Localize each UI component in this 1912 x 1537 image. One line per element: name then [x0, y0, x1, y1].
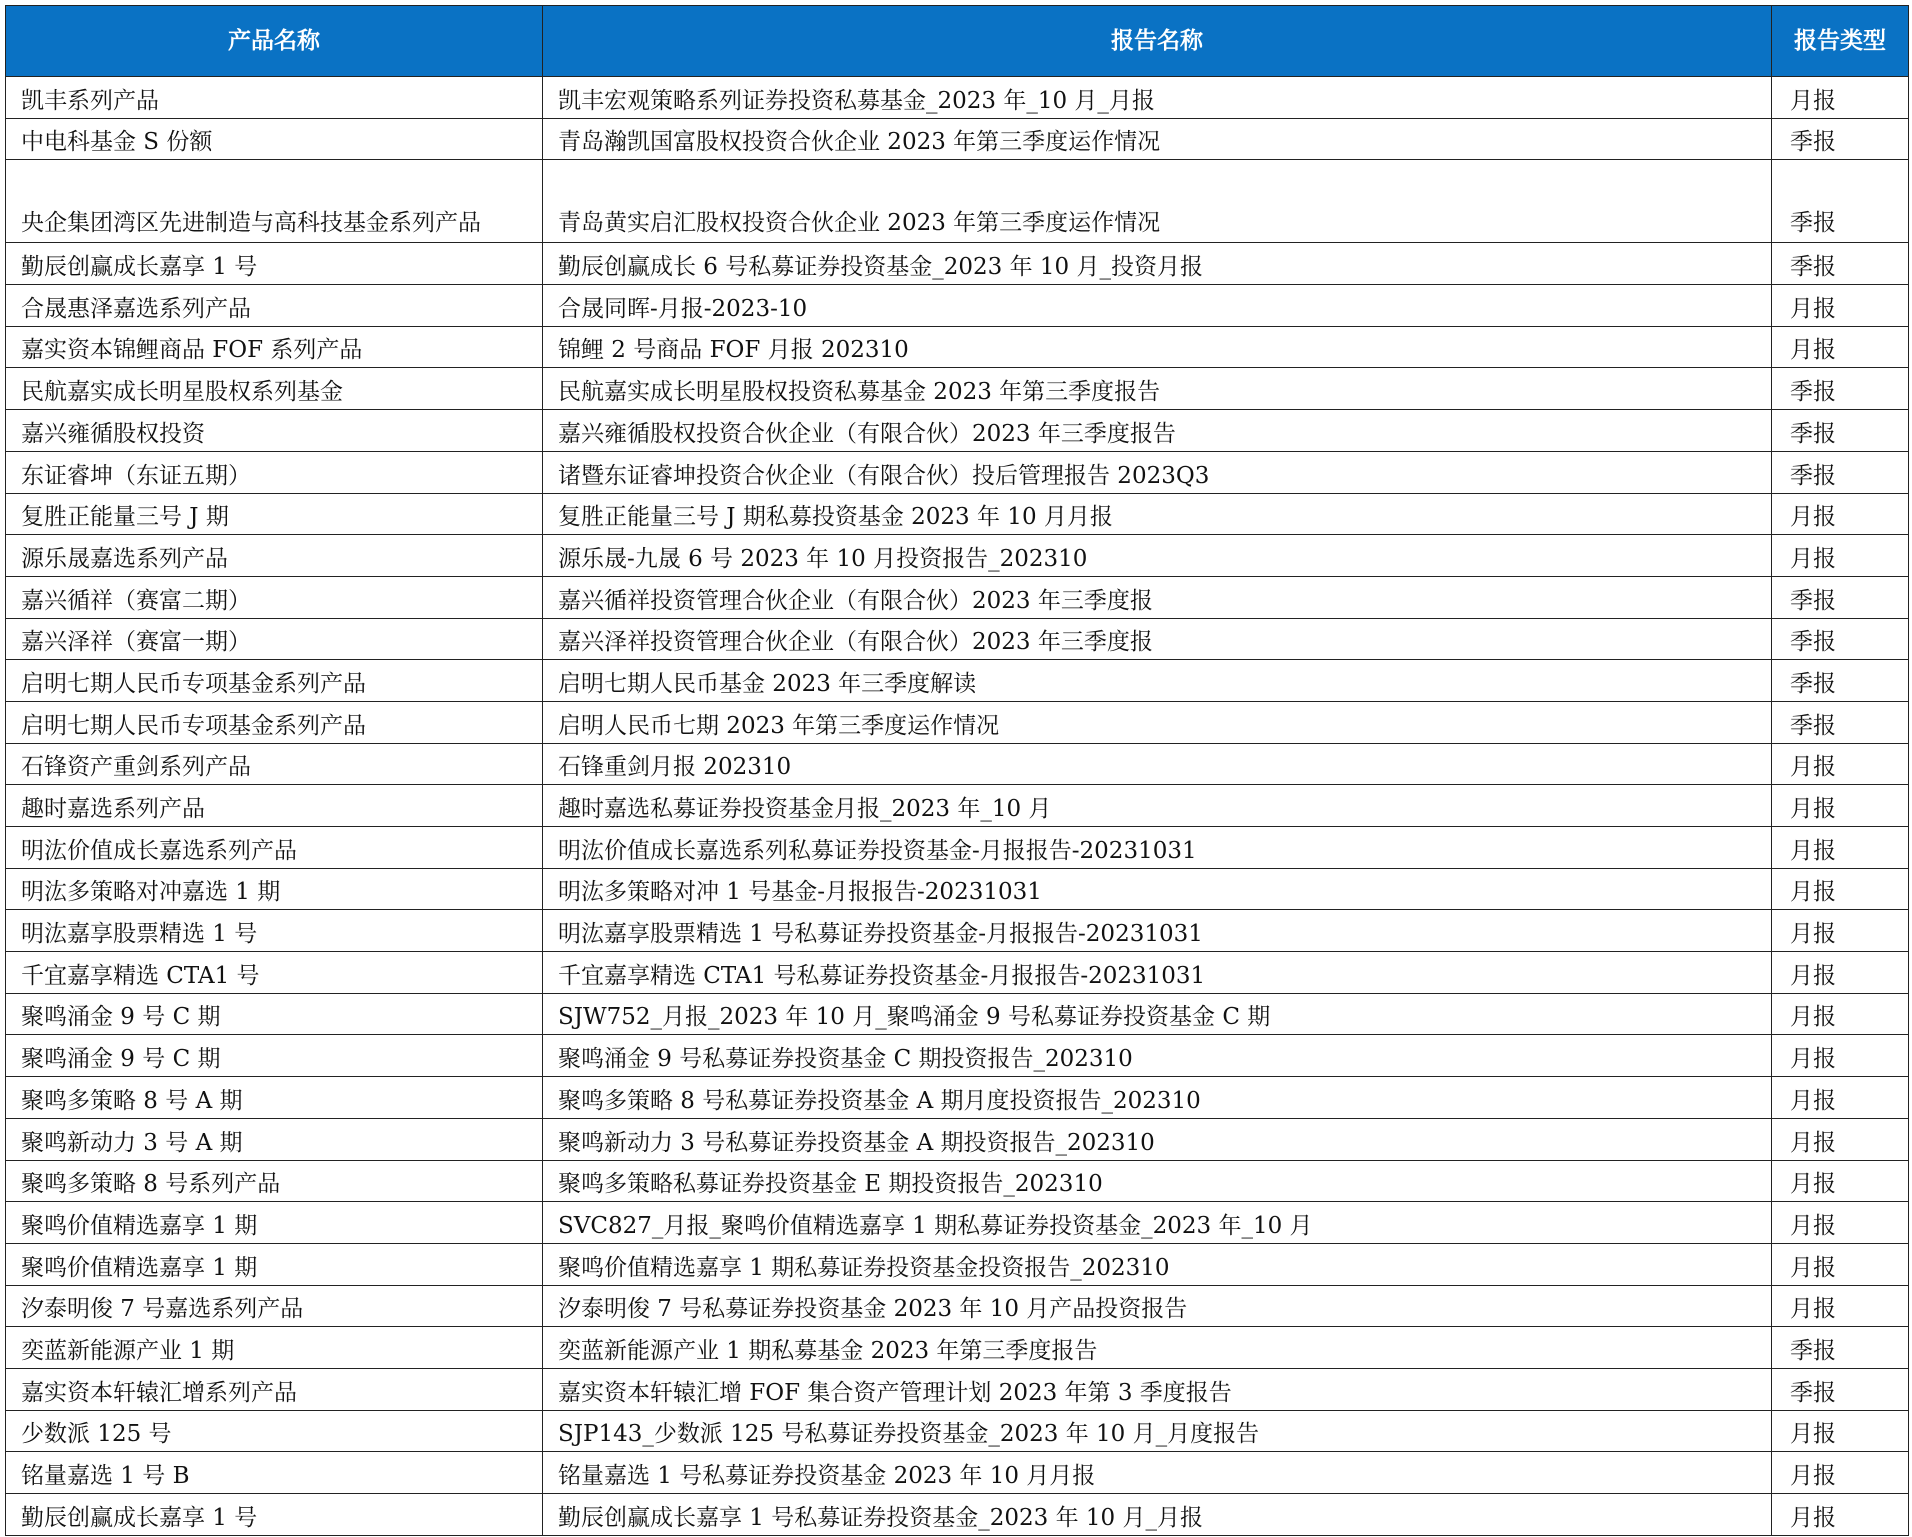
product-name-cell: 嘉兴循祥（赛富二期）: [6, 576, 543, 618]
report-type-cell: 月报: [1772, 493, 1909, 535]
report-type-cell: 月报: [1772, 1243, 1909, 1285]
report-type-cell: 季报: [1772, 660, 1909, 702]
report-name-cell: 嘉兴循祥投资管理合伙企业（有限合伙）2023 年三季度报: [543, 576, 1772, 618]
report-type-cell: 季报: [1772, 1368, 1909, 1410]
product-name-cell: 趣时嘉选系列产品: [6, 785, 543, 827]
product-name-cell: 千宜嘉享精选 CTA1 号: [6, 952, 543, 994]
product-name-cell: 明汯价值成长嘉选系列产品: [6, 827, 543, 869]
report-type-cell: 月报: [1772, 868, 1909, 910]
report-type-cell: 季报: [1772, 368, 1909, 410]
report-name-cell: 合晟同晖-月报-2023-10: [543, 285, 1772, 327]
table-row: [6, 160, 1909, 243]
header-report-name: 报告名称: [543, 6, 1772, 77]
product-name-cell: 明汯嘉享股票精选 1 号: [6, 910, 543, 952]
report-name-cell: 启明七期人民币基金 2023 年三季度解读: [543, 660, 1772, 702]
report-type-cell: 季报: [1772, 243, 1909, 285]
report-name-cell: 聚鸣多策略 8 号私募证券投资基金 A 期月度投资报告_202310: [543, 1077, 1772, 1119]
product-name-cell: 启明七期人民币专项基金系列产品: [6, 701, 543, 743]
product-name-cell: 明汯多策略对冲嘉选 1 期: [6, 868, 543, 910]
header-report-type: [1772, 6, 1909, 77]
report-name-cell: 铭量嘉选 1 号私募证券投资基金 2023 年 10 月月报: [543, 1452, 1772, 1494]
header-report-type-label: 报告类型: [1794, 28, 1886, 54]
report-type-cell: 月报: [1772, 1285, 1909, 1327]
report-type-cell: 月报: [1772, 77, 1909, 119]
product-name-cell: 聚鸣多策略 8 号 A 期: [6, 1077, 543, 1119]
header-row: [6, 6, 1909, 77]
table-row: [6, 743, 1909, 785]
product-name-cell: 聚鸣多策略 8 号系列产品: [6, 1160, 543, 1202]
report-type-cell: 月报: [1772, 1410, 1909, 1452]
table-body: [6, 77, 1909, 1536]
table-row: [6, 993, 1909, 1035]
product-name-cell: 铭量嘉选 1 号 B: [6, 1452, 543, 1494]
report-type-cell: 月报: [1772, 1077, 1909, 1119]
report-type-cell: 月报: [1772, 993, 1909, 1035]
report-type-cell: 月报: [1772, 910, 1909, 952]
header-product-name: 产品名称: [6, 6, 543, 77]
report-name-cell: 汐泰明俊 7 号私募证券投资基金 2023 年 10 月产品投资报告: [543, 1285, 1772, 1327]
table-row: [6, 1327, 1909, 1369]
table-row: [6, 618, 1909, 660]
table-row: [6, 1243, 1909, 1285]
report-name-cell: SJW752_月报_2023 年 10 月_聚鸣涌金 9 号私募证券投资基金 C 期: [543, 993, 1772, 1035]
report-name-cell: SVC827_月报_聚鸣价值精选嘉享 1 期私募证券投资基金_2023 年_10 月: [543, 1202, 1772, 1244]
report-type-cell: 月报: [1772, 1118, 1909, 1160]
report-type-cell: 季报: [1772, 576, 1909, 618]
table-row: [6, 1118, 1909, 1160]
table-row: [6, 1368, 1909, 1410]
report-type-cell: 季报: [1772, 451, 1909, 493]
report-name-cell: 青岛瀚凯国富股权投资合伙企业 2023 年第三季度运作情况: [543, 118, 1772, 160]
report-name-cell: 千宜嘉享精选 CTA1 号私募证券投资基金-月报报告-20231031: [543, 952, 1772, 994]
product-name-cell: 聚鸣价值精选嘉享 1 期: [6, 1202, 543, 1244]
product-name-cell: 聚鸣涌金 9 号 C 期: [6, 1035, 543, 1077]
table-row: [6, 576, 1909, 618]
report-name-cell: 锦鲤 2 号商品 FOF 月报 202310: [543, 326, 1772, 368]
product-name-cell: 勤辰创赢成长嘉享 1 号: [6, 243, 543, 285]
report-name-cell: 青岛黄实启汇股权投资合伙企业 2023 年第三季度运作情况: [543, 160, 1772, 243]
report-name-cell: 奕蓝新能源产业 1 期私募基金 2023 年第三季度报告: [543, 1327, 1772, 1369]
report-type-cell: 季报: [1772, 618, 1909, 660]
table-row: [6, 785, 1909, 827]
product-name-cell: 嘉实资本锦鲤商品 FOF 系列产品: [6, 326, 543, 368]
product-name-cell: 央企集团湾区先进制造与高科技基金系列产品: [6, 160, 543, 243]
report-name-cell: 嘉实资本轩辕汇增 FOF 集合资产管理计划 2023 年第 3 季度报告: [543, 1368, 1772, 1410]
table-row: [6, 1077, 1909, 1119]
report-type-cell: 月报: [1772, 1035, 1909, 1077]
report-name-cell: 源乐晟-九晟 6 号 2023 年 10 月投资报告_202310: [543, 535, 1772, 577]
report-name-cell: 聚鸣新动力 3 号私募证券投资基金 A 期投资报告_202310: [543, 1118, 1772, 1160]
product-name-cell: 聚鸣价值精选嘉享 1 期: [6, 1243, 543, 1285]
product-name-cell: 石锋资产重剑系列产品: [6, 743, 543, 785]
product-name-cell: 嘉兴雍循股权投资: [6, 410, 543, 452]
table-row: [6, 118, 1909, 160]
table-row: [6, 493, 1909, 535]
report-type-cell: 月报: [1772, 1452, 1909, 1494]
report-name-cell: 明汯多策略对冲 1 号基金-月报报告-20231031: [543, 868, 1772, 910]
report-name-cell: 趣时嘉选私募证券投资基金月报_2023 年_10 月: [543, 785, 1772, 827]
report-name-cell: 诸暨东证睿坤投资合伙企业（有限合伙）投后管理报告 2023Q3: [543, 451, 1772, 493]
product-name-cell: 嘉实资本轩辕汇增系列产品: [6, 1368, 543, 1410]
report-type-cell: 月报: [1772, 535, 1909, 577]
report-name-cell: 明汯嘉享股票精选 1 号私募证券投资基金-月报报告-20231031: [543, 910, 1772, 952]
report-name-cell: 启明人民币七期 2023 年第三季度运作情况: [543, 701, 1772, 743]
table-row: [6, 535, 1909, 577]
report-name-cell: 民航嘉实成长明星股权投资私募基金 2023 年第三季度报告: [543, 368, 1772, 410]
report-name-cell: 明汯价值成长嘉选系列私募证券投资基金-月报报告-20231031: [543, 827, 1772, 869]
product-name-cell: 少数派 125 号: [6, 1410, 543, 1452]
report-type-cell: 月报: [1772, 1160, 1909, 1202]
report-name-cell: 嘉兴泽祥投资管理合伙企业（有限合伙）2023 年三季度报: [543, 618, 1772, 660]
product-name-cell: 启明七期人民币专项基金系列产品: [6, 660, 543, 702]
report-type-cell: 月报: [1772, 827, 1909, 869]
table-row: [6, 410, 1909, 452]
table-row: [6, 1285, 1909, 1327]
product-name-cell: 中电科基金 S 份额: [6, 118, 543, 160]
table-row: [6, 451, 1909, 493]
product-name-cell: 源乐晟嘉选系列产品: [6, 535, 543, 577]
report-type-cell: 月报: [1772, 952, 1909, 994]
report-name-cell: SJP143_少数派 125 号私募证券投资基金_2023 年 10 月_月度报告: [543, 1410, 1772, 1452]
report-name-cell: 石锋重剑月报 202310: [543, 743, 1772, 785]
product-name-cell: 勤辰创赢成长嘉享 1 号: [6, 1494, 543, 1536]
table-row: [6, 1452, 1909, 1494]
report-name-cell: 聚鸣价值精选嘉享 1 期私募证券投资基金投资报告_202310: [543, 1243, 1772, 1285]
product-name-cell: 嘉兴泽祥（赛富一期）: [6, 618, 543, 660]
product-name-cell: 复胜正能量三号 J 期: [6, 493, 543, 535]
report-type-cell: 月报: [1772, 1494, 1909, 1536]
table-row: [6, 827, 1909, 869]
table-row: [6, 285, 1909, 327]
product-name-cell: 凯丰系列产品: [6, 77, 543, 119]
product-name-cell: 民航嘉实成长明星股权系列基金: [6, 368, 543, 410]
product-name-cell: 奕蓝新能源产业 1 期: [6, 1327, 543, 1369]
table-row: [6, 952, 1909, 994]
table-row: [6, 1035, 1909, 1077]
table-row: [6, 77, 1909, 119]
report-name-cell: 勤辰创赢成长 6 号私募证券投资基金_2023 年 10 月_投资月报: [543, 243, 1772, 285]
report-name-cell: 聚鸣多策略私募证券投资基金 E 期投资报告_202310: [543, 1160, 1772, 1202]
report-name-cell: 凯丰宏观策略系列证券投资私募基金_2023 年_10 月_月报: [543, 77, 1772, 119]
table-row: [6, 1160, 1909, 1202]
table-row: [6, 368, 1909, 410]
report-type-cell: 季报: [1772, 160, 1909, 243]
product-name-cell: 聚鸣涌金 9 号 C 期: [6, 993, 543, 1035]
report-table: [5, 5, 1909, 1536]
product-name-cell: 东证睿坤（东证五期）: [6, 451, 543, 493]
report-type-cell: 月报: [1772, 743, 1909, 785]
report-name-cell: 勤辰创赢成长嘉享 1 号私募证券投资基金_2023 年 10 月_月报: [543, 1494, 1772, 1536]
table-row: [6, 1202, 1909, 1244]
report-name-cell: 嘉兴雍循股权投资合伙企业（有限合伙）2023 年三季度报告: [543, 410, 1772, 452]
report-type-cell: 月报: [1772, 326, 1909, 368]
product-name-cell: 聚鸣新动力 3 号 A 期: [6, 1118, 543, 1160]
table-row: [6, 701, 1909, 743]
report-type-cell: 季报: [1772, 701, 1909, 743]
table-row: [6, 243, 1909, 285]
report-type-cell: 季报: [1772, 1327, 1909, 1369]
table-row: [6, 1410, 1909, 1452]
table-row: [6, 868, 1909, 910]
report-type-cell: 月报: [1772, 1202, 1909, 1244]
table-row: [6, 910, 1909, 952]
report-type-cell: 季报: [1772, 118, 1909, 160]
product-name-cell: 汐泰明俊 7 号嘉选系列产品: [6, 1285, 543, 1327]
report-type-cell: 月报: [1772, 285, 1909, 327]
report-type-cell: 季报: [1772, 410, 1909, 452]
table-row: [6, 660, 1909, 702]
report-type-cell: 月报: [1772, 785, 1909, 827]
table-row: [6, 1494, 1909, 1536]
report-name-cell: 聚鸣涌金 9 号私募证券投资基金 C 期投资报告_202310: [543, 1035, 1772, 1077]
table-header: [6, 6, 1909, 77]
table-row: [6, 326, 1909, 368]
report-name-cell: 复胜正能量三号 J 期私募投资基金 2023 年 10 月月报: [543, 493, 1772, 535]
product-name-cell: 合晟惠泽嘉选系列产品: [6, 285, 543, 327]
